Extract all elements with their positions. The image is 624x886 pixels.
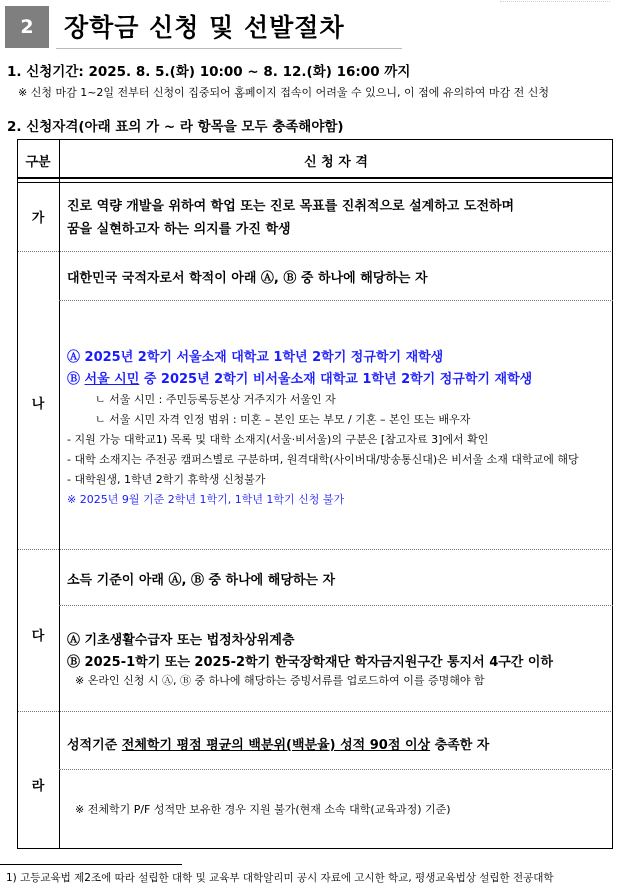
- section-title: 장학금 신청 및 선발절차: [64, 13, 345, 42]
- row-da-intro: 소득 기준이 아래 Ⓐ, Ⓑ 중 하나에 해당하는 자: [67, 573, 336, 588]
- inner-divider: [59, 300, 613, 301]
- row-ga-line-2: 꿈을 실현하고자 하는 의지를 가진 학생: [67, 222, 291, 237]
- table-right-border: [612, 139, 613, 849]
- ra-grade-criterion: 전체학기 평점 평균의 백분위(백분율) 성적 90점 이상: [121, 738, 431, 753]
- row-label-na: 나: [31, 397, 45, 412]
- row-na-bullet-3: - 대학원생, 1학년 2학기 휴학생 신청불가: [67, 473, 266, 486]
- footnote: 1) 고등교육법 제2조에 따라 설립한 대학 및 교육부 대학알리미 공시 자료에 고시한 학교, 평생교육법상 설립한 전공대학: [6, 872, 554, 884]
- row-da-option-b: Ⓑ 2025-1학기 또는 2025-2학기 한국장학재단 학자금지원구간 통지서 4구간 이하: [67, 655, 554, 670]
- footnote-separator: [0, 864, 182, 865]
- inner-divider: [59, 605, 613, 606]
- row-divider: [17, 549, 613, 550]
- table-top-border: [17, 139, 613, 140]
- col-header-category: 구분: [25, 155, 51, 170]
- ra-intro-prefix: 성적기준: [67, 738, 122, 753]
- option-b-rest: 중 2025년 2학기 비서울소재 대학교 1학년 2학기 정규학기 재학생: [139, 372, 533, 387]
- title-underline: [56, 48, 402, 49]
- eligibility-heading: 2. 신청자격(아래 표의 가 ~ 라 항목을 모두 충족해야함): [7, 119, 344, 135]
- row-ra-intro: [67, 734, 489, 753]
- table-left-border: [17, 139, 18, 849]
- option-b-prefix: Ⓑ: [67, 372, 85, 387]
- row-da-note: ※ 온라인 신청 시 Ⓐ, Ⓑ 중 하나에 해당하는 증빙서류를 업로드하여 이를 증명해야 함: [75, 674, 485, 687]
- row-ra-note: ※ 전체학기 P/F 성적만 보유한 경우 지원 불가(현재 소속 대학(교육과정) 기준): [75, 803, 451, 816]
- row-divider: [17, 251, 613, 252]
- section-number-badge: 2: [5, 6, 49, 48]
- period-heading: 1. 신청기간: 2025. 8. 5.(화) 10:00 ~ 8. 12.(화) 16:00 까지: [7, 64, 411, 80]
- row-na-bullet-1: - 지원 가능 대학교1) 목록 및 대학 소재지(서울·비서울)의 구분은 [참고자료 3]에서 확인: [67, 433, 489, 446]
- row-label-ra: 라: [31, 779, 45, 794]
- ra-intro-suffix: 충족한 자: [430, 738, 490, 753]
- row-na-intro: 대한민국 국적자로서 학적이 아래 Ⓐ, Ⓑ 중 하나에 해당하는 자: [67, 271, 428, 286]
- table-column-divider: [59, 139, 60, 849]
- row-na-sub-1: ㄴ 서울 시민 : 주민등록등본상 거주지가 서울인 자: [95, 393, 336, 406]
- inner-divider: [59, 769, 613, 770]
- table-header-border-2: [17, 182, 613, 183]
- row-label-ga: 가: [31, 211, 45, 226]
- option-b-seoul-citizen: 서울 시민: [84, 372, 140, 387]
- table-header-border: [17, 177, 613, 179]
- header-mark: [500, 1, 610, 5]
- row-na-option-b: [67, 368, 532, 387]
- row-na-option-a: Ⓐ 2025년 2학기 서울소재 대학교 1학년 2학기 정규학기 재학생: [67, 350, 444, 365]
- row-na-sub-2: ㄴ 서울 시민 자격 인정 범위 : 미혼 – 본인 또는 부모 / 기혼 – 본인 또는 배우자: [95, 413, 471, 426]
- row-da-option-a: Ⓐ 기초생활수급자 또는 법정차상위계층: [67, 633, 295, 648]
- row-na-bullet-2: - 대학 소재지는 주전공 캠퍼스별로 구분하며, 원격대학(사이버대/방송통신대)은 비서울 소재 대학교에 해당: [67, 453, 579, 466]
- row-label-da: 다: [31, 629, 45, 644]
- period-note: ※ 신청 마감 1~2일 전부터 신청이 집중되어 홈페이지 접속이 어려울 수 있으니, 이 점에 유의하여 마감 전 신청: [18, 86, 550, 99]
- row-divider: [17, 711, 613, 712]
- row-ga-line-1: 진로 역량 개발을 위하여 학업 또는 진로 목표를 진취적으로 설계하고 도전하며: [67, 199, 515, 214]
- eligibility-table: [17, 139, 613, 849]
- table-bottom-border: [17, 848, 613, 849]
- col-header-qualification: 신 청 자 격: [304, 155, 368, 170]
- row-na-notice: ※ 2025년 9월 기준 2학년 1학기, 1학년 1학기 신청 불가: [67, 493, 345, 506]
